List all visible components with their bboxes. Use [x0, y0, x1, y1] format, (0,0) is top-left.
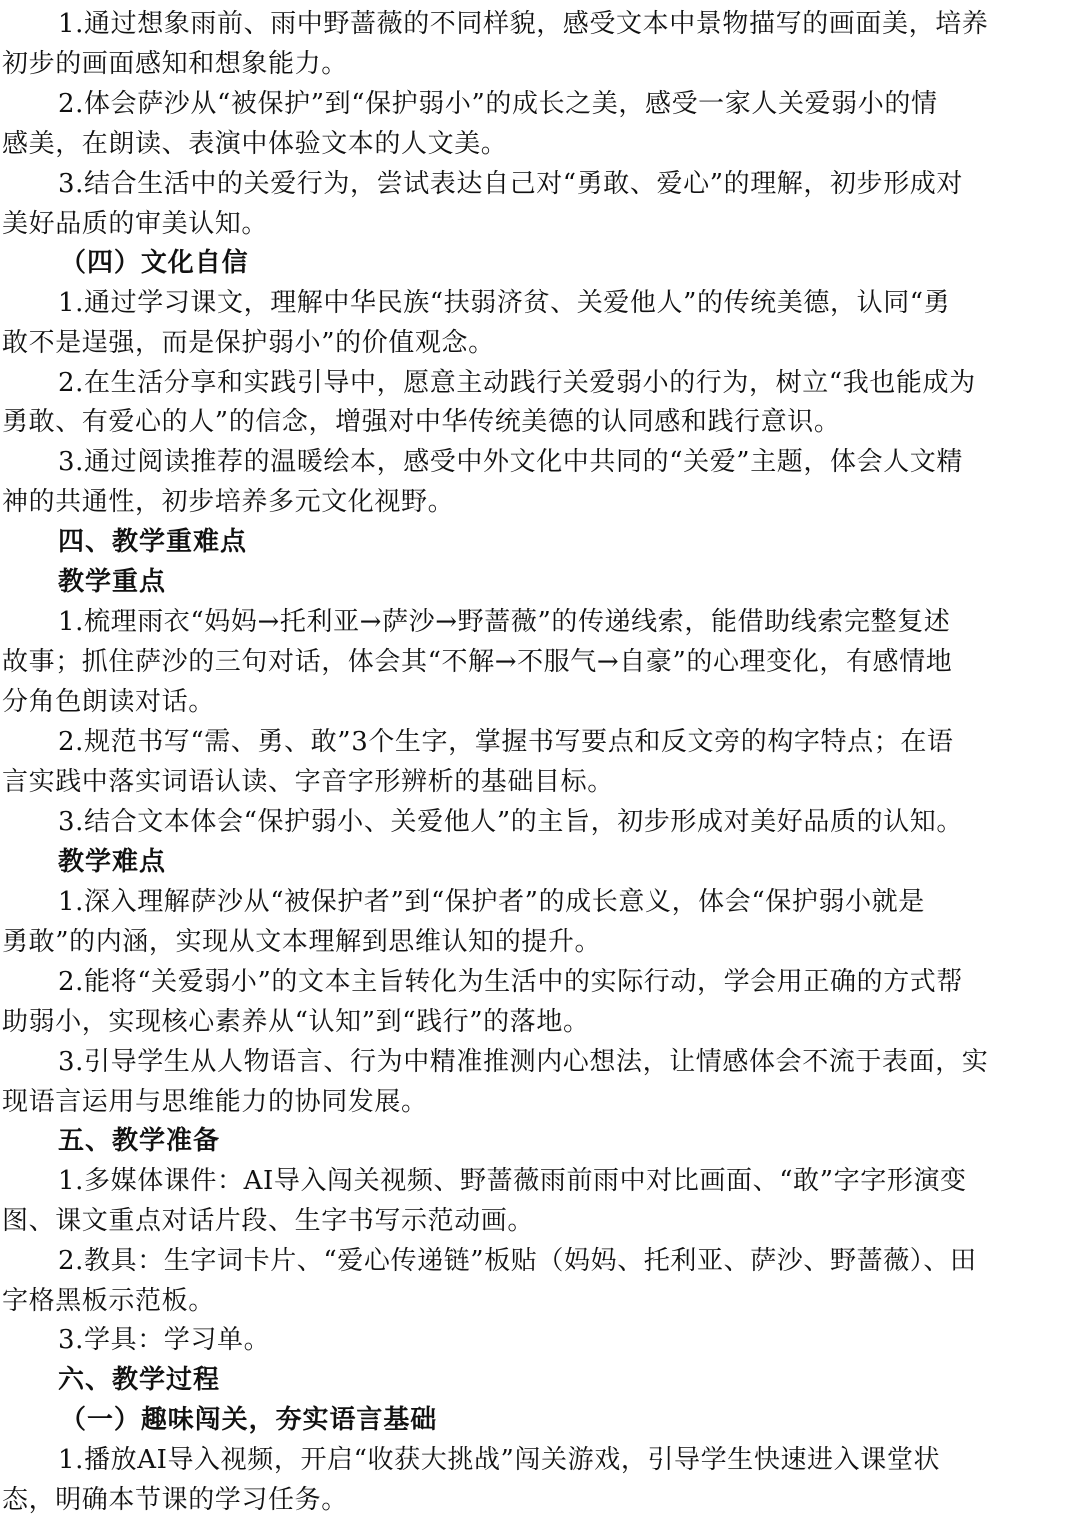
subsection-heading: （一）趣味闯关，夯实语言基础 — [60, 1405, 438, 1435]
paragraph-line: 3.结合生活中的关爱行为，尝试表达自己对“勇敢、爱心”的理解，初步形成对 — [58, 169, 963, 199]
paragraph-line: 勇敢”的内涵，实现从文本理解到思维认知的提升。 — [2, 927, 602, 957]
paragraph-line: 故事；抓住萨沙的三句对话，体会其“不解→不服气→自豪”的心理变化，有感情地 — [2, 647, 953, 677]
paragraph-line: 勇敢、有爱心的人”的信念，增强对中华传统美德的认同感和践行意识。 — [2, 407, 841, 437]
paragraph-line: 态，明确本节课的学习任务。 — [2, 1485, 348, 1515]
paragraph-line: 3.结合文本体会“保护弱小、关爱他人”的主旨，初步形成对美好品质的认知。 — [58, 807, 963, 837]
paragraph-line: 3.学具：学习单。 — [58, 1325, 271, 1355]
paragraph-line: 感美，在朗读、表演中体验文本的人文美。 — [2, 129, 508, 159]
paragraph-line: 1.通过学习课文，理解中华民族“扶弱济贫、关爱他人”的传统美德，认同“勇 — [58, 288, 951, 318]
subsection-heading: 教学重点 — [58, 567, 167, 597]
paragraph-line: 3.通过阅读推荐的温暖绘本，感受中外文化中共同的“关爱”主题，体会人文精 — [58, 447, 963, 477]
paragraph-line: 分角色朗读对话。 — [2, 687, 215, 717]
paragraph-line: 美好品质的审美认知。 — [2, 209, 269, 239]
paragraph-line: 2.在生活分享和实践引导中，愿意主动践行关爱弱小的行为，树立“我也能成为 — [58, 368, 976, 398]
paragraph-line: 敢不是逞强，而是保护弱小”的价值观念。 — [2, 328, 495, 358]
paragraph-line: 2.能将“关爱弱小”的文本主旨转化为生活中的实际行动，学会用正确的方式帮 — [58, 967, 963, 997]
paragraph-line: 现语言运用与思维能力的协同发展。 — [2, 1087, 428, 1117]
paragraph-line: 1.梳理雨衣“妈妈→托利亚→萨沙→野蔷薇”的传递线索，能借助线索完整复述 — [58, 607, 951, 637]
paragraph-line: 2.规范书写“需、勇、敢”3个生字，掌握书写要点和反文旁的构字特点；在语 — [58, 727, 954, 757]
paragraph-line: 图、课文重点对话片段、生字书写示范动画。 — [2, 1206, 535, 1236]
subsection-heading: 教学难点 — [58, 847, 167, 877]
paragraph-line: 1.深入理解萨沙从“被保护者”到“保护者”的成长意义，体会“保护弱小就是 — [58, 887, 925, 917]
paragraph-line: 3.引导学生从人物语言、行为中精准推测内心想法，让情感体会不流于表面，实 — [58, 1047, 989, 1077]
paragraph-line: 助弱小，实现核心素养从“认知”到“践行”的落地。 — [2, 1007, 590, 1037]
paragraph-line: 1.多媒体课件：AI导入闯关视频、野蔷薇雨前雨中对比画面、“敢”字字形演变 — [58, 1166, 967, 1196]
section-heading: 四、教学重难点 — [58, 527, 248, 557]
paragraph-line: 1.播放AI导入视频，开启“收获大挑战”闯关游戏，引导学生快速进入课堂状 — [58, 1445, 941, 1475]
paragraph-line: 字格黑板示范板。 — [2, 1286, 215, 1316]
section-heading: 五、教学准备 — [58, 1126, 221, 1156]
subsection-heading: （四）文化自信 — [60, 248, 249, 278]
section-heading: 六、教学过程 — [58, 1365, 221, 1395]
paragraph-line: 初步的画面感知和想象能力。 — [2, 49, 348, 79]
paragraph-line: 2.体会萨沙从“被保护”到“保护弱小”的成长之美，感受一家人关爱弱小的情 — [58, 89, 938, 119]
paragraph-line: 神的共通性，初步培养多元文化视野。 — [2, 487, 455, 517]
paragraph-line: 言实践中落实词语认读、字音字形辨析的基础目标。 — [2, 767, 614, 797]
paragraph-line: 2.教具：生字词卡片、“爱心传递链”板贴（妈妈、托利亚、萨沙、野蔷薇）、田 — [58, 1246, 977, 1276]
paragraph-line: 1.通过想象雨前、雨中野蔷薇的不同样貌，感受文本中景物描写的画面美，培养 — [58, 9, 989, 39]
